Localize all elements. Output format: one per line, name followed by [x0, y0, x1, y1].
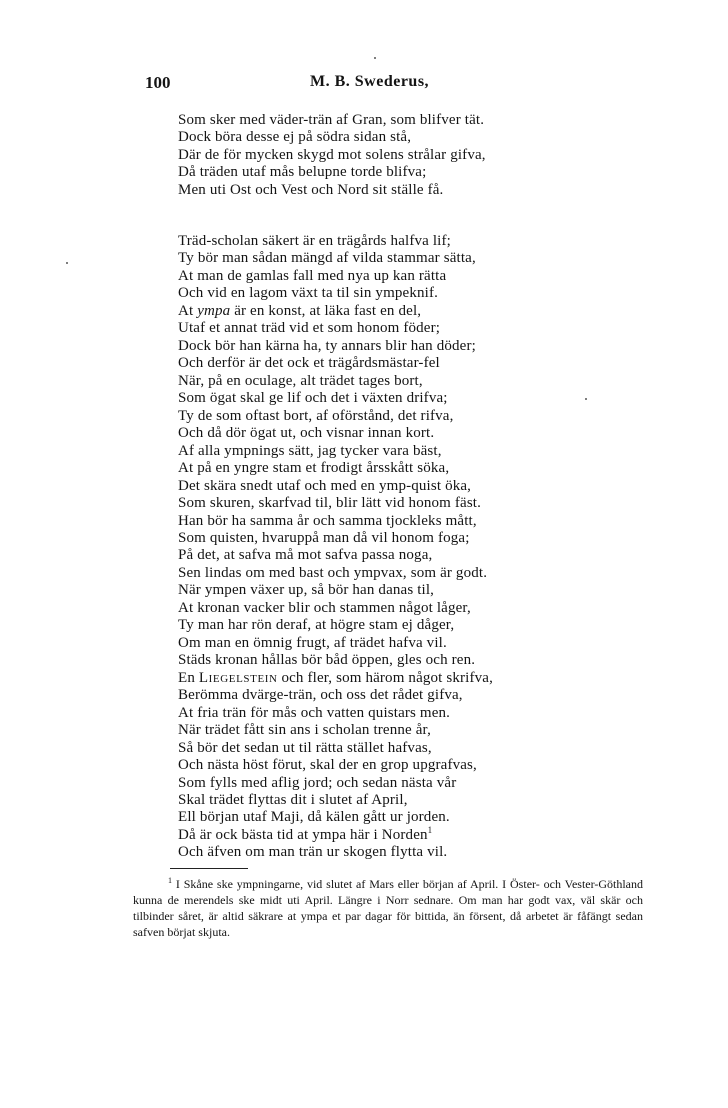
verse-line: Af alla ympnings sätt, jag tycker vara bäst,: [178, 442, 442, 459]
verse-line: Sen lindas om med bast och ympvax, som är godt.: [178, 564, 488, 581]
verse-line: [178, 670, 558, 687]
verse-line: Och äfven om man trän ur skogen flytta vil.: [178, 844, 448, 861]
footnote-text: I Skåne ske ympningarne, vid slutet af Mars eller början af April. I Öster- och Vester-Göthland kunna de merendels ske midt uti April. Längre i Norr sednare. Om man har godt vax, väl skär och tilbinder såret, är altid säkrare at ympa et par dagar för bittida, än försent, då arbetet är fåfängt sedan safven börjat skjuta.: [133, 877, 644, 939]
print-speck: [66, 262, 68, 264]
page-number: 100: [145, 73, 171, 92]
verse-line: At fria trän för mås och vatten quistars men.: [178, 704, 451, 721]
verse-line: Där de för mycken skygd mot solens strålar gifva,: [178, 146, 486, 163]
verse-line: Berömma dvärge-trän, och oss det rådet gifva,: [178, 687, 463, 704]
verse-line: Ty man har rön deraf, at högre stam ej dåger,: [178, 617, 455, 634]
verse-line: Och nästa höst förut, skal der en grop upgrafvas,: [178, 757, 477, 774]
verse-italic: ympa: [197, 302, 231, 319]
running-head: M. B. Swederus,: [310, 73, 430, 90]
footnote-reference: 1: [427, 824, 433, 835]
verse-line: At på en yngre stam et frodigt årsskått söka,: [178, 460, 450, 477]
poem-stanza-2: [178, 233, 558, 862]
verse-line: Som ögat skal ge lif och det i växten drifva;: [178, 390, 448, 407]
verse-line: Det skära snedt utaf och med en ymp-quist öka,: [178, 477, 472, 494]
verse-line: När trädet fått sin ans i scholan trenne år,: [178, 722, 431, 739]
print-speck: [374, 57, 376, 59]
page-header: [145, 73, 615, 95]
verse-line: Dock bör han kärna ha, ty annars blir han döder;: [178, 337, 476, 354]
verse-line: Så bör det sedan ut til rätta stället hafvas,: [178, 739, 432, 756]
footnote: [133, 876, 643, 940]
verse-line: Skal trädet flyttas dit i slutet af April,: [178, 792, 408, 808]
verse-line: Ty bör man sådan mängd af vilda stammar sätta,: [178, 250, 476, 267]
verse-line: Som quisten, hvaruppå man då vil honom foga;: [178, 529, 470, 546]
verse-line: Som skuren, skarfvad til, blir lätt vid honom fäst.: [178, 495, 482, 512]
verse-line: På det, at safva må mot safva passa noga,: [178, 547, 433, 564]
verse-text: At: [178, 302, 198, 319]
verse-line: Och vid en lagom växt ta til sin ympeknif.: [178, 285, 439, 302]
verse-text: En: [178, 669, 199, 686]
verse-line: [178, 824, 558, 844]
poem-stanza-1: [178, 112, 558, 199]
verse-text: och fler, som härom något skrifva,: [277, 669, 494, 686]
verse-line: Utaf et annat träd vid et som honom föder;: [178, 320, 441, 337]
print-speck: [585, 398, 587, 400]
verse-line: Då träden utaf mås belupne torde blifva;: [178, 164, 427, 181]
verse-smallcaps: Liegelstein: [198, 669, 278, 686]
verse-line: Som fylls med aflig jord; och sedan nästa vår: [178, 774, 457, 791]
verse-line: [178, 303, 558, 320]
verse-line: Ell början utaf Maji, då kälen gått ur jorden.: [178, 809, 450, 826]
verse-line: At kronan vacker blir och stammen något låger,: [178, 599, 471, 616]
verse-line: Om man en ömnig frugt, af trädet hafva vil.: [178, 634, 447, 651]
footnote-separator: [170, 868, 248, 869]
verse-line: At man de gamlas fall med nya up kan rätta: [178, 267, 447, 284]
verse-line: Och då dör ögat ut, och visnar innan kort.: [178, 425, 435, 442]
verse-line: Men uti Ost och Vest och Nord sit ställe få.: [178, 181, 444, 198]
verse-line: När ympen växer up, så bör han danas til,: [178, 582, 435, 599]
verse-text: Då är ock bästa tid at ympa här i Norden: [178, 826, 428, 843]
verse-line: Dock böra desse ej på södra sidan stå,: [178, 129, 412, 146]
footnote-marker: 1: [168, 876, 172, 885]
verse-line: Städs kronan hållas bör båd öppen, gles och ren.: [178, 652, 476, 669]
verse-line: När, på en oculage, alt trädet tages bort,: [178, 372, 423, 389]
verse-line: Som sker med väder-trän af Gran, som blifver tät.: [178, 112, 485, 128]
verse-line: Och derför är det ock et trägårdsmästar-fel: [178, 355, 440, 372]
verse-text: är en konst, at läka fast en del,: [230, 302, 422, 319]
verse-line: Han bör ha samma år och samma tjockleks mått,: [178, 512, 477, 529]
verse-line: Ty de som oftast bort, af oförstånd, det rifva,: [178, 407, 454, 424]
verse-line: Träd-scholan säkert är en trägårds halfva lif;: [178, 233, 451, 249]
